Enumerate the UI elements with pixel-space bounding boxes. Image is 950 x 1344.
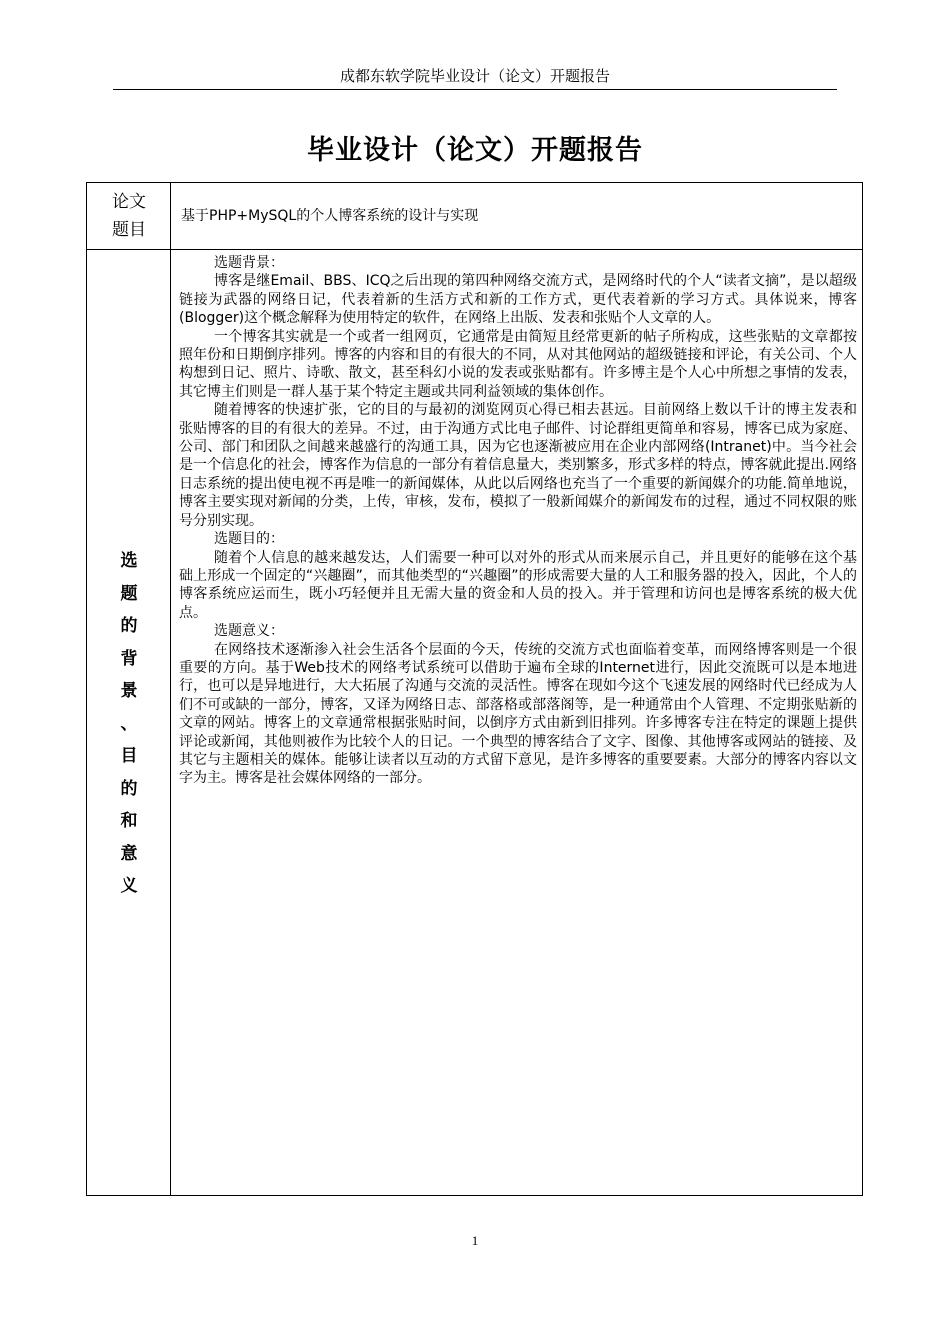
running-header: 成都东软学院毕业设计（论文）开题报告	[339, 67, 610, 85]
background-label-cell	[87, 250, 171, 1195]
page-number: 1	[471, 1233, 479, 1248]
topic-value: 基于PHP+MySQL的个人博客系统的设计与实现	[181, 208, 479, 224]
background-label-char: 的	[120, 778, 138, 799]
topic-label-line2: 题目	[112, 220, 146, 240]
document-title: 毕业设计（论文）开题报告	[307, 135, 643, 166]
section-paragraph: 随着博客的快速扩张，它的目的与最初的浏览网页心得已相去甚远。目前网络上数以千计的博主发表和张贴博客的目的有很大的差异。不过，由于沟通方式比电子邮件、讨论群组更简单和容易，博客已成为家庭、公司、部门和团队之间越来越盛行的沟通工具，因为它也逐渐被应用在企业内部网络(Intranet)中。当今社会是一个信息化的社会，博客作为信息的一部分有着信息量大，类别繁多，形式多样的特点，博客就此提出.网络日志系统的提出使电视不再是唯一的新闻媒体，从此以后网络也充当了一个重要的新闻媒介的功能.简单地说，博客主要实现对新闻的分类，上传，审核，发布，模拟了一般新闻媒介的新闻发布的过程，通过不同权限的账号分别实现。	[179, 402, 857, 529]
section-heading: 选题背景：	[214, 255, 284, 271]
background-content	[179, 254, 857, 788]
topic-row	[87, 183, 862, 250]
topic-label-cell	[87, 183, 171, 249]
section-paragraph: 一个博客其实就是一个或者一组网页，它通常是由简短且经常更新的帖子所构成，这些张贴的文章都按照年份和日期倒序排列。博客的内容和目的有很大的不同，从对其他网站的超级链接和评论，有关公司、个人构想到日记、照片、诗歌、散文，甚至科幻小说的发表或张贴都有。许多博主是个人心中所想之事情的发表，其它博主们则是一群人基于某个特定主题或共同利益领域的集体创作。	[179, 328, 857, 400]
section-heading: 选题意义：	[214, 623, 284, 640]
section-paragraph: 博客是继Email、BBS、ICQ之后出现的第四种网络交流方式，是网络时代的个人“读者文摘”，是以超级链接为武器的网络日记，代表着新的生活方式和新的工作方式，更代表着新的学习方式。具体说来，博客(Blogger)这个概念解释为使用特定的软件，在网络上出版、发表和张贴个人文章的人。	[179, 273, 857, 327]
background-label-char: 目	[120, 746, 138, 766]
background-row	[87, 250, 862, 1195]
background-vertical-label	[87, 545, 171, 903]
section-paragraph: 在网络技术逐渐渗入社会生活各个层面的今天，传统的交流方式也面临着变革，而网络博客则是一个很重要的方向。基于Web技术的网络考试系统可以借助于遍布全球的Internet进行，因此交流既可以是本地进行，也可以是异地进行，大大拓展了沟通与交流的灵活性。博客在现如今这个飞速发展的网络时代已经成为人们不可或缺的一部分，博客，又译为网络日志、部落格或部落阁等，是一种通常由个人管理、不定期张贴新的文章的网站。博客上的文章通常根据张贴时间，以倒序方式由新到旧排列。许多博客专注在特定的课题上提供评论或新闻，其他则被作为比较个人的日记。一个典型的博客结合了文字、图像、其他博客或网站的链接、及其它与主题相关的媒体。能够让读者以互动的方式留下意见，是许多博客的重要要素。大部分的博客内容以文字为主。博客是社会媒体网络的一部分。	[179, 641, 857, 787]
background-label-char: 背	[120, 648, 138, 669]
background-label-char: 景	[120, 681, 138, 701]
background-label-char: 义	[120, 876, 138, 896]
header-rule	[113, 89, 837, 90]
background-label-char: 的	[120, 616, 138, 636]
background-label-char: 和	[120, 811, 138, 831]
topic-label	[87, 188, 171, 244]
topic-label-line1: 论文	[112, 192, 146, 212]
background-label-char: 、	[120, 713, 138, 734]
section-paragraph: 随着个人信息的越来越发达，人们需要一种可以对外的形式从而来展示自己，并且更好的能够在这个基础上形成一个固定的“兴趣圈”，而其他类型的“兴趣圈”的形成需要大量的人工和服务器的投入，因此，个人的博客系统应运而生，既小巧轻便并且无需大量的资金和人员的投入。并于管理和访问也是博客系统的极大优点。	[179, 549, 857, 621]
background-label-char: 选	[120, 551, 138, 571]
section-heading: 选题目的：	[214, 531, 284, 548]
background-label-char: 意	[120, 843, 138, 864]
background-label-char: 题	[120, 583, 138, 604]
proposal-table	[86, 182, 863, 1196]
